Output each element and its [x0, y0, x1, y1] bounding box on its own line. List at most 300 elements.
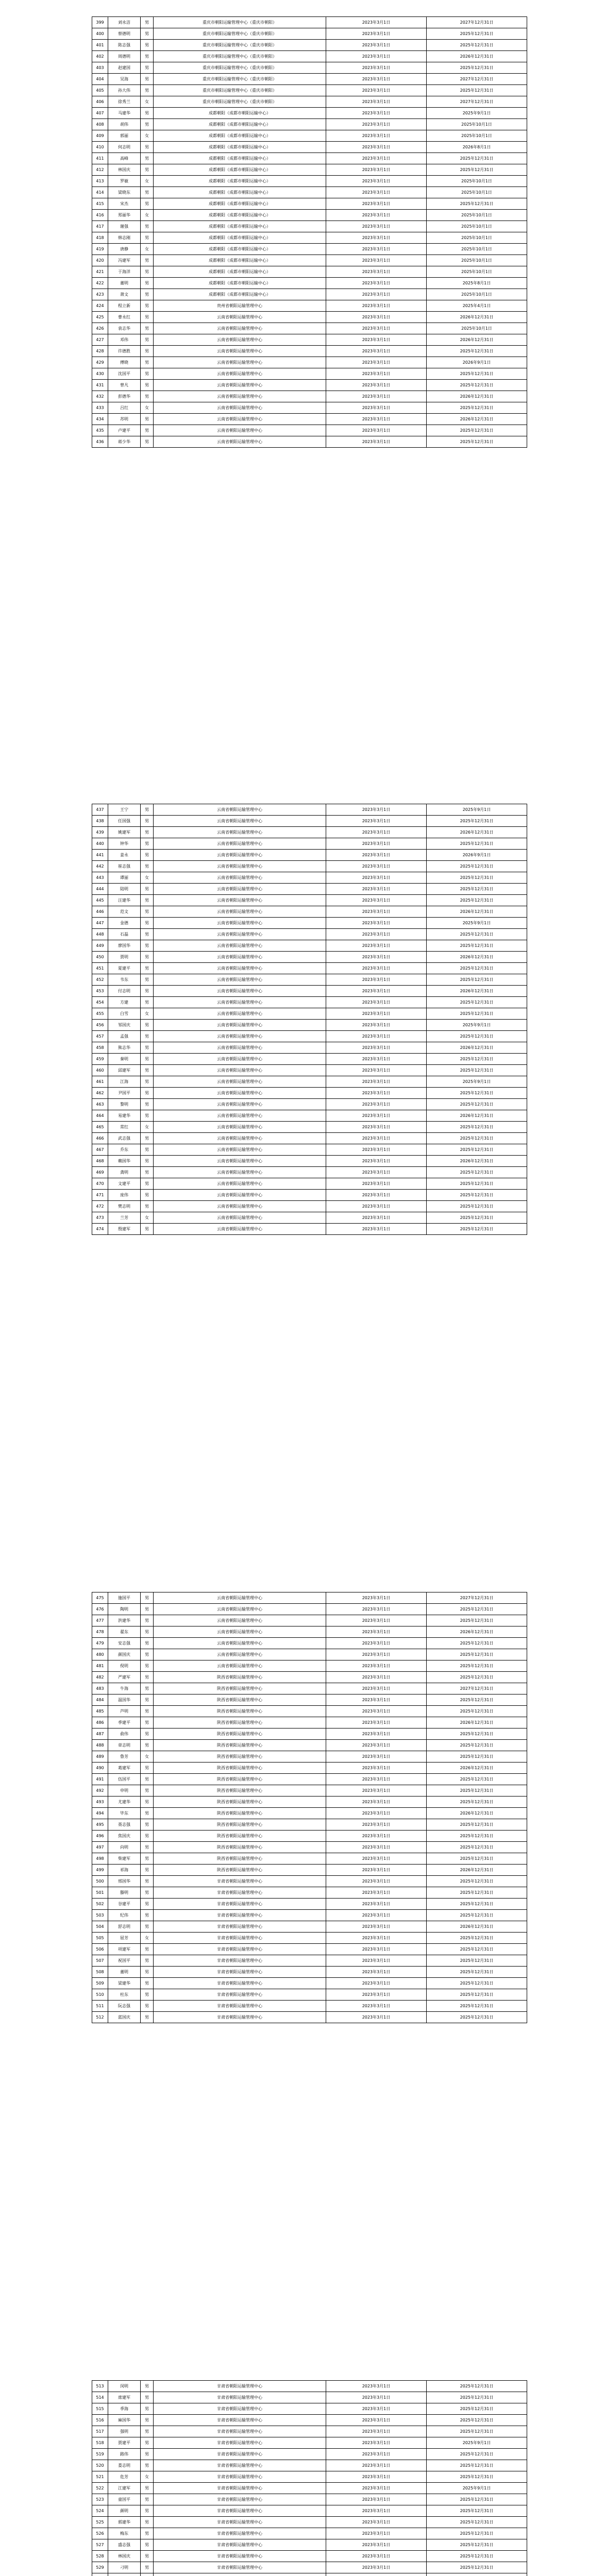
table-row — [92, 334, 527, 346]
row-number-cell: 505 — [92, 1933, 108, 1944]
work-unit-cell: 重庆市朝阳运输管理中心（重庆市朝阳） — [154, 85, 326, 96]
person-name-cell: 路伟 — [108, 2449, 141, 2460]
end-date-cell: 2025年12月31日 — [427, 2012, 527, 2023]
end-date-cell: 2025年10月1日 — [427, 232, 527, 244]
table-row — [92, 1167, 527, 1178]
person-name-cell: 颜明 — [108, 2505, 141, 2517]
end-date-cell: 2025年12月31日 — [427, 895, 527, 906]
person-sex-cell: 女 — [141, 1122, 154, 1133]
table-row — [92, 2449, 527, 2460]
person-name-cell: 郑丽华 — [108, 210, 141, 221]
work-unit-cell: 成都朝阳（成都市朝阳运输中心） — [154, 244, 326, 255]
start-date-cell: 2023年3月1日 — [326, 164, 427, 176]
work-unit-cell: 成都朝阳（成都市朝阳运输中心） — [154, 221, 326, 232]
table-row — [92, 906, 527, 918]
start-date-cell: 2023年3月1日 — [326, 2415, 427, 2426]
row-number-cell: 406 — [92, 96, 108, 108]
person-name-cell: 于海洋 — [108, 266, 141, 278]
person-name-cell: 周德明 — [108, 51, 141, 62]
table-row — [92, 2573, 527, 2576]
table-row — [92, 28, 527, 40]
personnel-table — [92, 804, 527, 1235]
start-date-cell: 2023年3月1日 — [326, 1031, 427, 1042]
row-number-cell: 492 — [92, 1785, 108, 1797]
start-date-cell: 2023年3月1日 — [326, 74, 427, 85]
person-sex-cell: 男 — [141, 2449, 154, 2460]
end-date-cell: 2025年12月31日 — [427, 1615, 527, 1626]
end-date-cell: 2027年12月31日 — [427, 1683, 527, 1694]
row-number-cell: 494 — [92, 1808, 108, 1819]
start-date-cell: 2023年3月1日 — [326, 804, 427, 816]
person-sex-cell: 男 — [141, 1592, 154, 1604]
end-date-cell: 2025年12月31日 — [427, 1122, 527, 1133]
table-row — [92, 221, 527, 232]
table-row — [92, 1899, 527, 1910]
person-sex-cell: 男 — [141, 278, 154, 289]
work-unit-cell: 陕西省朝阳运输管理中心 — [154, 1831, 326, 1842]
start-date-cell: 2023年3月1日 — [326, 1717, 427, 1728]
end-date-cell: 2025年12月31日 — [427, 1212, 527, 1224]
end-date-cell: 2026年12月31日 — [427, 1156, 527, 1167]
table-row — [92, 2437, 527, 2449]
work-unit-cell: 云南省朝阳运输管理中心 — [154, 1167, 326, 1178]
person-sex-cell: 男 — [141, 2483, 154, 2494]
person-name-cell: 宋杰 — [108, 198, 141, 210]
person-sex-cell: 男 — [141, 2012, 154, 2023]
person-sex-cell: 男 — [141, 2539, 154, 2551]
person-name-cell: 崔志强 — [108, 861, 141, 872]
row-number-cell: 470 — [92, 1178, 108, 1190]
work-unit-cell: 甘肃省朝阳运输管理中心 — [154, 2539, 326, 2551]
start-date-cell: 2023年3月1日 — [326, 232, 427, 244]
person-name-cell: 季海 — [108, 2403, 141, 2415]
person-sex-cell: 男 — [141, 85, 154, 96]
end-date-cell: 2025年10月1日 — [427, 289, 527, 300]
start-date-cell: 2023年3月1日 — [326, 346, 427, 357]
table-row — [92, 255, 527, 266]
end-date-cell: 2025年12月31日 — [427, 2471, 527, 2483]
work-unit-cell: 陕西省朝阳运输管理中心 — [154, 1808, 326, 1819]
person-name-cell: 郭丽 — [108, 130, 141, 142]
row-number-cell: 418 — [92, 232, 108, 244]
end-date-cell: 2025年12月31日 — [427, 1178, 527, 1190]
work-unit-cell: 云南省朝阳运输管理中心 — [154, 425, 326, 436]
work-unit-cell: 重庆市朝阳运输管理中心（重庆市朝阳） — [154, 62, 326, 74]
person-sex-cell: 男 — [141, 74, 154, 85]
person-name-cell: 易建华 — [108, 1110, 141, 1122]
person-sex-cell: 男 — [141, 1910, 154, 1921]
person-name-cell: 江海 — [108, 1076, 141, 1088]
person-name-cell: 季建平 — [108, 1717, 141, 1728]
person-name-cell: 常红 — [108, 1122, 141, 1133]
start-date-cell: 2023年3月1日 — [326, 1042, 427, 1054]
person-name-cell: 陆明 — [108, 884, 141, 895]
table-row — [92, 997, 527, 1008]
row-number-cell: 410 — [92, 142, 108, 153]
person-sex-cell: 男 — [141, 1819, 154, 1831]
work-unit-cell: 云南省朝阳运输管理中心 — [154, 918, 326, 929]
row-number-cell: 448 — [92, 929, 108, 940]
row-number-cell: 527 — [92, 2539, 108, 2551]
person-sex-cell: 男 — [141, 884, 154, 895]
row-number-cell: 415 — [92, 198, 108, 210]
table-row — [92, 895, 527, 906]
work-unit-cell: 云南省朝阳运输管理中心 — [154, 1190, 326, 1201]
row-number-cell: 476 — [92, 1604, 108, 1615]
person-sex-cell: 男 — [141, 997, 154, 1008]
start-date-cell: 2023年3月1日 — [326, 85, 427, 96]
start-date-cell: 2023年3月1日 — [326, 2517, 427, 2528]
person-sex-cell: 女 — [141, 872, 154, 884]
table-row — [92, 2505, 527, 2517]
table-row — [92, 289, 527, 300]
table-row — [92, 850, 527, 861]
person-sex-cell: 男 — [141, 368, 154, 380]
person-sex-cell: 男 — [141, 1201, 154, 1212]
person-sex-cell: 男 — [141, 425, 154, 436]
work-unit-cell: 甘肃省朝阳运输管理中心 — [154, 1887, 326, 1899]
start-date-cell: 2023年3月1日 — [326, 2449, 427, 2460]
table-row — [92, 1660, 527, 1672]
work-unit-cell: 云南省朝阳运输管理中心 — [154, 1065, 326, 1076]
end-date-cell: 2025年12月31日 — [427, 436, 527, 448]
end-date-cell: 2026年12月31日 — [427, 952, 527, 963]
end-date-cell: 2025年12月31日 — [427, 1751, 527, 1762]
end-date-cell: 2025年12月31日 — [427, 198, 527, 210]
end-date-cell: 2026年9月1日 — [427, 357, 527, 368]
table-row — [92, 2528, 527, 2539]
row-number-cell: 519 — [92, 2449, 108, 2460]
person-name-cell: 梁建华 — [108, 1978, 141, 1989]
row-number-cell: 421 — [92, 266, 108, 278]
person-name-cell: 郭建华 — [108, 2517, 141, 2528]
row-number-cell: 449 — [92, 940, 108, 952]
start-date-cell — [326, 2573, 427, 2576]
person-name-cell — [108, 2573, 141, 2576]
end-date-cell: 2025年12月31日 — [427, 85, 527, 96]
work-unit-cell: 云南省朝阳运输管理中心 — [154, 1626, 326, 1638]
table-row — [92, 1774, 527, 1785]
person-name-cell: 舒志明 — [108, 1921, 141, 1933]
end-date-cell: 2025年10月1日 — [427, 119, 527, 130]
work-unit-cell: 甘肃省朝阳运输管理中心 — [154, 2494, 326, 2505]
person-sex-cell: 男 — [141, 1099, 154, 1110]
person-name-cell: 施国平 — [108, 1592, 141, 1604]
work-unit-cell: 云南省朝阳运输管理中心 — [154, 997, 326, 1008]
start-date-cell: 2023年3月1日 — [326, 40, 427, 51]
row-number-cell: 428 — [92, 346, 108, 357]
start-date-cell: 2023年3月1日 — [326, 1774, 427, 1785]
table-row — [92, 940, 527, 952]
work-unit-cell: 云南省朝阳运输管理中心 — [154, 929, 326, 940]
work-unit-cell: 成都朝阳（成都市朝阳运输中心） — [154, 142, 326, 153]
start-date-cell: 2023年3月1日 — [326, 2381, 427, 2392]
person-sex-cell: 男 — [141, 929, 154, 940]
end-date-cell: 2025年12月31日 — [427, 838, 527, 850]
table-row — [92, 974, 527, 986]
start-date-cell: 2023年3月1日 — [326, 929, 427, 940]
row-number-cell: 477 — [92, 1615, 108, 1626]
person-sex-cell: 女 — [141, 2471, 154, 2483]
start-date-cell: 2023年3月1日 — [326, 1190, 427, 1201]
person-name-cell: 赖国华 — [108, 1156, 141, 1167]
person-name-cell: 傅晓 — [108, 357, 141, 368]
end-date-cell: 2025年12月31日 — [427, 974, 527, 986]
person-sex-cell: 男 — [141, 164, 154, 176]
person-sex-cell: 女 — [141, 1751, 154, 1762]
row-number-cell: 463 — [92, 1099, 108, 1110]
person-name-cell: 马建华 — [108, 108, 141, 119]
work-unit-cell: 甘肃省朝阳运输管理中心 — [154, 2426, 326, 2437]
person-sex-cell: 女 — [141, 1212, 154, 1224]
person-name-cell: 娄志明 — [108, 2460, 141, 2471]
end-date-cell: 2026年12月31日 — [427, 1042, 527, 1054]
row-number-cell: 490 — [92, 1762, 108, 1774]
row-number-cell: 512 — [92, 2012, 108, 2023]
work-unit-cell: 云南省朝阳运输管理中心 — [154, 1649, 326, 1660]
start-date-cell: 2023年3月1日 — [326, 1762, 427, 1774]
person-name-cell: 萧文 — [108, 289, 141, 300]
person-name-cell: 冯建军 — [108, 255, 141, 266]
row-number-cell: 503 — [92, 1910, 108, 1921]
person-name-cell: 倪明 — [108, 1660, 141, 1672]
work-unit-cell: 陕西省朝阳运输管理中心 — [154, 1762, 326, 1774]
person-name-cell: 付志明 — [108, 986, 141, 997]
table-row — [92, 1144, 527, 1156]
table-page-2 — [92, 804, 513, 1235]
row-number-cell: 493 — [92, 1797, 108, 1808]
start-date-cell: 2023年3月1日 — [326, 119, 427, 130]
person-name-cell: 毕东 — [108, 1808, 141, 1819]
person-name-cell: 尤建华 — [108, 1797, 141, 1808]
end-date-cell: 2025年12月31日 — [427, 2460, 527, 2471]
start-date-cell: 2023年3月1日 — [326, 1201, 427, 1212]
row-number-cell: 465 — [92, 1122, 108, 1133]
work-unit-cell: 云南省朝阳运输管理中心 — [154, 1076, 326, 1088]
work-unit-cell: 陕西省朝阳运输管理中心 — [154, 1672, 326, 1683]
row-number-cell: 430 — [92, 368, 108, 380]
start-date-cell: 2023年3月1日 — [326, 2001, 427, 2012]
start-date-cell: 2023年3月1日 — [326, 1660, 427, 1672]
table-row — [92, 1626, 527, 1638]
table-row — [92, 368, 527, 380]
person-sex-cell: 男 — [141, 1967, 154, 1978]
person-sex-cell: 男 — [141, 2528, 154, 2539]
person-sex-cell: 男 — [141, 17, 154, 28]
work-unit-cell: 甘肃省朝阳运输管理中心 — [154, 1876, 326, 1887]
table-row — [92, 108, 527, 119]
person-sex-cell: 女 — [141, 1008, 154, 1020]
person-name-cell: 韩志刚 — [108, 232, 141, 244]
work-unit-cell: 云南省朝阳运输管理中心 — [154, 1224, 326, 1235]
row-number-cell: 491 — [92, 1774, 108, 1785]
table-row — [92, 1921, 527, 1933]
end-date-cell: 2026年9月1日 — [427, 850, 527, 861]
person-sex-cell: 男 — [141, 804, 154, 816]
person-sex-cell: 男 — [141, 1740, 154, 1751]
person-sex-cell: 男 — [141, 380, 154, 391]
end-date-cell: 2025年12月31日 — [427, 2494, 527, 2505]
person-name-cell: 秦明 — [108, 1054, 141, 1065]
row-number-cell: 473 — [92, 1212, 108, 1224]
start-date-cell: 2023年3月1日 — [326, 1615, 427, 1626]
start-date-cell: 2023年3月1日 — [326, 1592, 427, 1604]
person-name-cell: 蒋少华 — [108, 436, 141, 448]
row-number-cell: 435 — [92, 425, 108, 436]
person-name-cell: 杜东 — [108, 1989, 141, 2001]
person-sex-cell: 男 — [141, 1797, 154, 1808]
start-date-cell: 2023年3月1日 — [326, 300, 427, 312]
table-row — [92, 436, 527, 448]
row-number-cell: 424 — [92, 300, 108, 312]
start-date-cell: 2023年3月1日 — [326, 895, 427, 906]
start-date-cell: 2023年3月1日 — [326, 1076, 427, 1088]
work-unit-cell: 云南省朝阳运输管理中心 — [154, 1031, 326, 1042]
row-number-cell: 510 — [92, 1989, 108, 2001]
person-sex-cell: 男 — [141, 906, 154, 918]
work-unit-cell: 成都朝阳（成都市朝阳运输中心） — [154, 278, 326, 289]
end-date-cell: 2025年12月31日 — [427, 164, 527, 176]
start-date-cell: 2023年3月1日 — [326, 414, 427, 425]
start-date-cell: 2023年3月1日 — [326, 1672, 427, 1683]
table-page-3 — [92, 1592, 513, 2023]
start-date-cell: 2023年3月1日 — [326, 1887, 427, 1899]
person-sex-cell: 男 — [141, 1955, 154, 1967]
table-row — [92, 1876, 527, 1887]
start-date-cell: 2023年3月1日 — [326, 1054, 427, 1065]
person-name-cell: 向明 — [108, 1842, 141, 1853]
person-sex-cell: 男 — [141, 1042, 154, 1054]
end-date-cell: 2025年12月31日 — [427, 1649, 527, 1660]
person-sex-cell: 男 — [141, 850, 154, 861]
start-date-cell: 2023年3月1日 — [326, 323, 427, 334]
person-name-cell: 安志强 — [108, 1638, 141, 1649]
table-row — [92, 952, 527, 963]
start-date-cell: 2023年3月1日 — [326, 918, 427, 929]
end-date-cell: 2026年8月1日 — [427, 142, 527, 153]
start-date-cell: 2023年3月1日 — [326, 1808, 427, 1819]
person-sex-cell: 男 — [141, 51, 154, 62]
person-sex-cell: 男 — [141, 827, 154, 838]
work-unit-cell: 甘肃省朝阳运输管理中心 — [154, 2483, 326, 2494]
row-number-cell: 511 — [92, 2001, 108, 2012]
row-number-cell: 416 — [92, 210, 108, 221]
work-unit-cell: 成都朝阳（成都市朝阳运输中心） — [154, 119, 326, 130]
table-row — [92, 1008, 527, 1020]
person-name-cell: 唐静 — [108, 244, 141, 255]
end-date-cell: 2026年12月31日 — [427, 1808, 527, 1819]
person-name-cell: 林国庆 — [108, 2551, 141, 2562]
table-row — [92, 2403, 527, 2415]
end-date-cell: 2026年12月31日 — [427, 906, 527, 918]
row-number-cell: 400 — [92, 28, 108, 40]
person-name-cell: 章志明 — [108, 1740, 141, 1751]
row-number-cell: 409 — [92, 130, 108, 142]
start-date-cell: 2023年3月1日 — [326, 1797, 427, 1808]
person-name-cell: 滕明 — [108, 1887, 141, 1899]
start-date-cell: 2023年3月1日 — [326, 827, 427, 838]
row-number-cell: 518 — [92, 2437, 108, 2449]
start-date-cell: 2023年3月1日 — [326, 368, 427, 380]
start-date-cell: 2023年3月1日 — [326, 1955, 427, 1967]
row-number-cell: 437 — [92, 804, 108, 816]
person-sex-cell: 男 — [141, 1031, 154, 1042]
start-date-cell: 2023年3月1日 — [326, 2012, 427, 2023]
table-row — [92, 2517, 527, 2528]
work-unit-cell: 云南省朝阳运输管理中心 — [154, 1020, 326, 1031]
work-unit-cell: 云南省朝阳运输管理中心 — [154, 1110, 326, 1122]
person-name-cell: 陈志强 — [108, 40, 141, 51]
person-name-cell: 童国平 — [108, 2494, 141, 2505]
table-row — [92, 1133, 527, 1144]
person-sex-cell: 男 — [141, 1660, 154, 1672]
row-number-cell: 441 — [92, 850, 108, 861]
table-row — [92, 357, 527, 368]
person-name-cell: 苏明 — [108, 414, 141, 425]
table-row — [92, 1201, 527, 1212]
table-row — [92, 1978, 527, 1989]
person-sex-cell: 男 — [141, 2517, 154, 2528]
work-unit-cell: 陕西省朝阳运输管理中心 — [154, 1819, 326, 1831]
end-date-cell: 2025年12月31日 — [427, 2415, 527, 2426]
work-unit-cell: 重庆市朝阳运输管理中心（重庆市朝阳） — [154, 28, 326, 40]
work-unit-cell: 甘肃省朝阳运输管理中心 — [154, 2001, 326, 2012]
person-name-cell: 乔东 — [108, 1144, 141, 1156]
work-unit-cell: 重庆市朝阳运输管理中心（重庆市朝阳） — [154, 51, 326, 62]
table-row — [92, 1740, 527, 1751]
row-number-cell: 459 — [92, 1054, 108, 1065]
row-number-cell: 439 — [92, 827, 108, 838]
end-date-cell: 2025年9月1日 — [427, 804, 527, 816]
row-number-cell: 487 — [92, 1728, 108, 1740]
work-unit-cell: 陕西省朝阳运输管理中心 — [154, 1717, 326, 1728]
person-name-cell: 姜永 — [108, 850, 141, 861]
table-row — [92, 1604, 527, 1615]
table-row — [92, 425, 527, 436]
row-number-cell: 485 — [92, 1706, 108, 1717]
start-date-cell: 2023年3月1日 — [326, 153, 427, 164]
end-date-cell: 2025年10月1日 — [427, 187, 527, 198]
start-date-cell: 2023年3月1日 — [326, 425, 427, 436]
row-number-cell: 414 — [92, 187, 108, 198]
table-row — [92, 1989, 527, 2001]
end-date-cell: 2025年12月31日 — [427, 2001, 527, 2012]
table-row — [92, 278, 527, 289]
end-date-cell: 2025年10月1日 — [427, 130, 527, 142]
row-number-cell: 504 — [92, 1921, 108, 1933]
work-unit-cell: 陕西省朝阳运输管理中心 — [154, 1706, 326, 1717]
row-number-cell: 407 — [92, 108, 108, 119]
person-sex-cell: 男 — [141, 2551, 154, 2562]
work-unit-cell: 甘肃省朝阳运输管理中心 — [154, 1978, 326, 1989]
start-date-cell: 2023年3月1日 — [326, 1649, 427, 1660]
end-date-cell: 2025年12月31日 — [427, 1978, 527, 1989]
start-date-cell: 2023年3月1日 — [326, 1831, 427, 1842]
person-sex-cell: 男 — [141, 1224, 154, 1235]
person-name-cell: 吕红 — [108, 402, 141, 414]
table-row — [92, 1853, 527, 1865]
start-date-cell: 2023年3月1日 — [326, 2426, 427, 2437]
work-unit-cell: 甘肃省朝阳运输管理中心 — [154, 1899, 326, 1910]
person-sex-cell: 男 — [141, 142, 154, 153]
start-date-cell: 2023年3月1日 — [326, 198, 427, 210]
end-date-cell: 2025年12月31日 — [427, 1899, 527, 1910]
work-unit-cell: 贵州省朝阳运输管理中心 — [154, 300, 326, 312]
start-date-cell: 2023年3月1日 — [326, 176, 427, 187]
row-number-cell: 528 — [92, 2551, 108, 2562]
end-date-cell: 2025年12月31日 — [427, 2381, 527, 2392]
work-unit-cell: 甘肃省朝阳运输管理中心 — [154, 2403, 326, 2415]
